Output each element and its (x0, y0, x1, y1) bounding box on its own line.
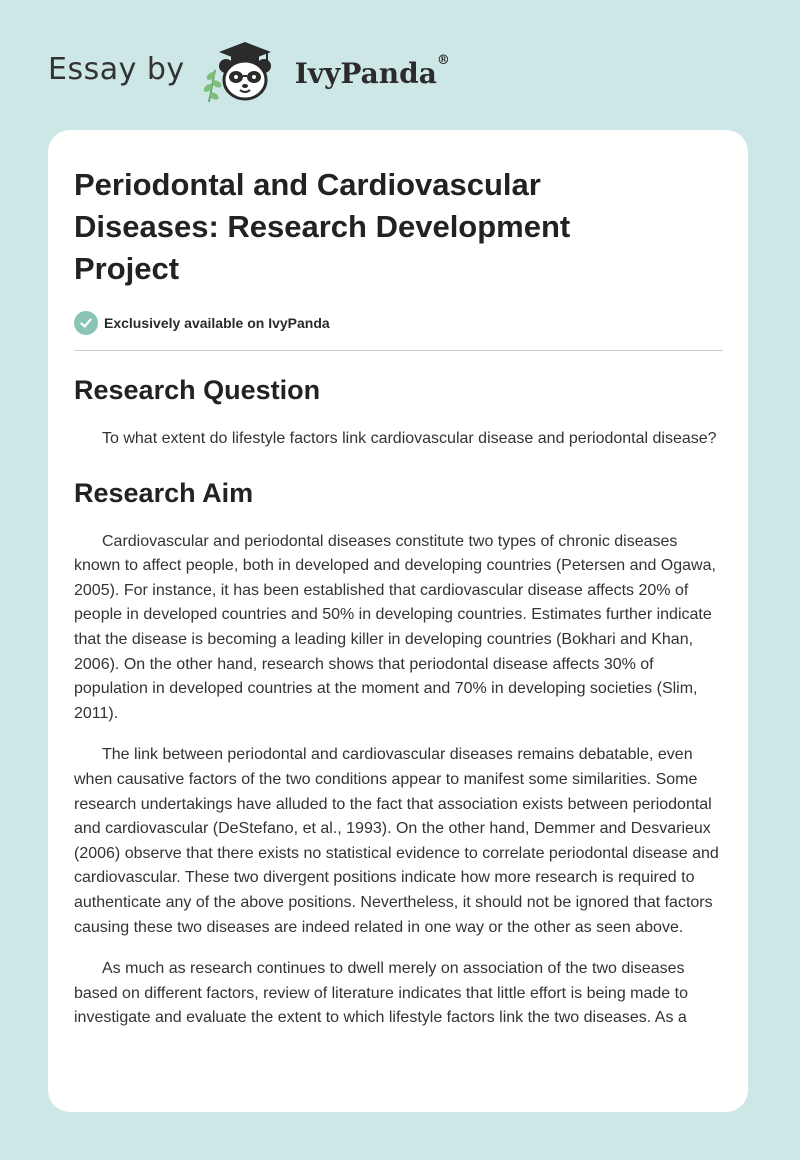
page-title: Periodontal and Cardiovascular Diseases: Research Development Project (74, 167, 571, 286)
essay-by-label: Essay by (48, 51, 185, 87)
exclusive-badge-label: Exclusively available on IvyPanda (104, 315, 330, 331)
check-icon (74, 311, 98, 335)
section-heading-research-question: Research Question (74, 375, 321, 405)
title-divider (74, 350, 723, 351)
paragraph: To what extent do lifestyle factors link cardiovascular disease and periodontal disease? (102, 430, 717, 447)
paragraph: Cardiovascular and periodontal diseases constitute two types of chronic diseases known to affect people, both in developed and developing countries (Petersen and Ogawa, 2005). For instance, it has been established that cardiovascular disease affects 20% of people in developed countries and 50% in developing countries. Estimates further indicate that the disease is becoming a leading killer in developing countries (Bokhari and Khan, 2006). On the other hand, research shows that periodontal disease affects 30% of population in developed countries at the moment and 70% in developing societies (Slim, 2011). (74, 532, 716, 722)
essay-card (48, 130, 748, 1112)
section-heading-research-aim: Research Aim (74, 477, 254, 508)
brand-name[interactable]: IvyPanda® (294, 52, 450, 90)
panda-logo-icon[interactable] (199, 36, 291, 108)
paragraph: As much as research continues to dwell merely on association of the two diseases based on different factors, review of literature indicates that little effort is being made to investigate and evaluate the extent to which lifestyle factors link the two diseases. As a (74, 960, 688, 1027)
exclusive-badge (74, 310, 722, 336)
paragraph: The link between periodontal and cardiovascular diseases remains debatable, even when causative factors of the two conditions appear to manifest some similarities. Some research undertakings have alluded to the fact that association exists between periodontal and cardiovascular (DeStefano, et al., 1993). On the other hand, Demmer and Desvarieux (2006) observe that there exists no statistical evidence to correlate periodontal disease and cardiovascular. These two divergent positions indicate how more research is required to authenticate any of the above positions. Nevertheless, it should not be ignored that factors causing these two diseases are indeed related in one way or the other as seen above. (74, 746, 719, 936)
site-header (48, 36, 450, 108)
registered-mark: ® (436, 52, 450, 68)
